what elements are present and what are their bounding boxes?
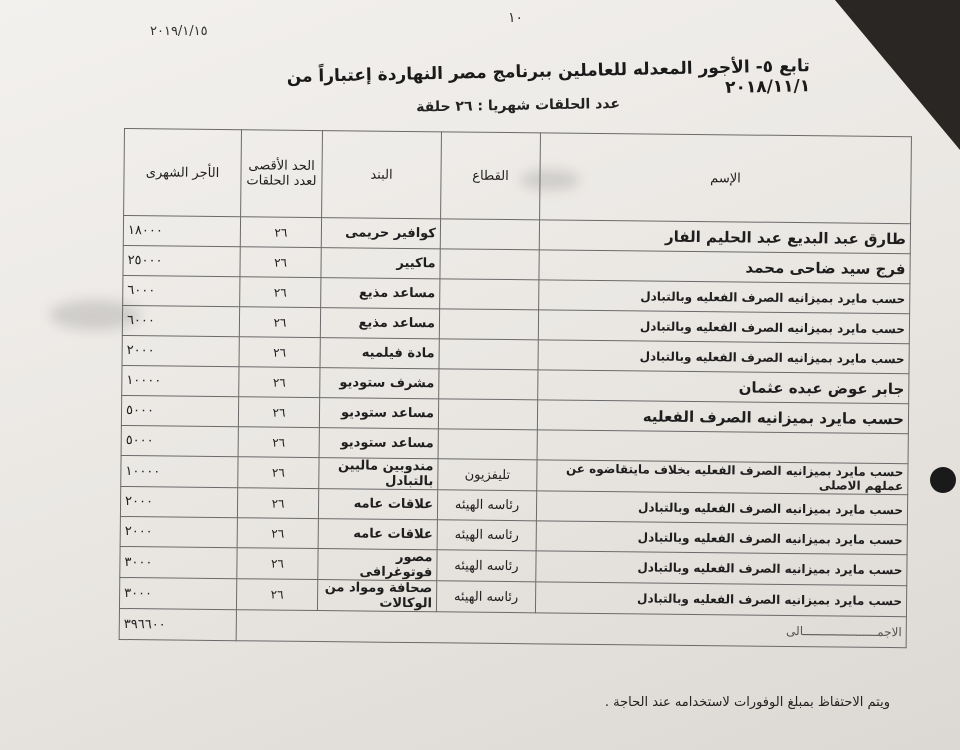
item-cell: مشرف ستوديو [320, 368, 439, 399]
table-header-row [124, 129, 912, 224]
sector-cell: رئاسه الهيئه [437, 550, 536, 582]
sector-cell: تليفزيون [438, 459, 537, 491]
sector-cell [440, 249, 539, 280]
sector-cell [440, 219, 539, 250]
sector-cell [439, 339, 538, 370]
name-cell: حسب مايرد بميزانيه الصرف الفعليه وبالتبادل [536, 521, 907, 555]
sector-cell: رئاسه الهيئه [436, 581, 535, 613]
item-cell: مساعد ستوديو [319, 398, 438, 429]
item-cell: مندوبين ماليين بالتبادل [319, 458, 438, 490]
punch-hole [930, 467, 956, 493]
sector-cell: رئاسه الهيئه [437, 490, 536, 521]
name-cell: جابر عوض عبده عثمان [538, 370, 909, 404]
wage-cell: ٣٠٠٠ [120, 546, 237, 578]
wage-cell: ٢٠٠٠ [120, 486, 237, 517]
name-cell: فرج سيد ضاحى محمد [539, 250, 910, 284]
max-episodes-cell: ٢٦ [237, 518, 318, 549]
item-cell: علاقات عامه [318, 519, 437, 550]
name-cell: حسب مايرد بميزانيه الصرف الفعليه [537, 400, 908, 434]
table-body [119, 216, 910, 617]
max-episodes-cell: ٢٦ [237, 488, 318, 519]
wage-cell: ٥٠٠٠ [121, 395, 238, 426]
page-number: ١٠ [508, 10, 524, 26]
item-cell: مصور فوتوغرافى [318, 549, 437, 581]
item-cell: مساعد ستوديو [319, 428, 438, 459]
max-episodes-cell: ٢٦ [240, 247, 321, 278]
max-episodes-cell: ٢٦ [236, 579, 317, 611]
name-cell: طارق عبد البديع عبد الحليم الفار [539, 220, 910, 254]
max-episodes-cell: ٢٦ [237, 548, 318, 580]
max-episodes-cell: ٢٦ [238, 427, 319, 458]
header-item: البند [322, 131, 442, 219]
wage-cell: ١٠٠٠٠ [121, 455, 238, 487]
name-cell: حسب مايرد بميزانيه الصرف الفعليه وبالتبادل [536, 551, 907, 586]
item-cell: صحافة ومواد من الوكالات [317, 580, 436, 612]
name-cell: حسب مايرد بميزانيه الصرف الفعليه وبالتبادل [539, 280, 910, 314]
sector-cell [438, 399, 537, 430]
max-episodes-cell: ٢٦ [239, 337, 320, 368]
document-subtitle: عدد الحلقات شهريا : ٢٦ حلقة [416, 95, 621, 116]
header-max-episodes: الحد الأقصى لعدد الحلقات [241, 130, 323, 218]
header-sector: القطاع [441, 132, 541, 220]
item-cell: مادة فيلميه [320, 338, 439, 369]
max-episodes-cell: ٢٦ [239, 367, 320, 398]
item-cell: مساعد مذيع [321, 278, 440, 309]
name-cell: حسب مايرد بميزانيه الصرف الفعليه وبالتبادل [536, 491, 907, 525]
total-label: الاجمـــــــــــــــــــــالى [236, 610, 906, 648]
name-cell: حسب مايرد بميزانيه الصرف الفعليه وبالتبادل [535, 582, 906, 617]
wage-cell: ١٠٠٠٠ [122, 365, 239, 396]
sector-cell [438, 429, 537, 460]
wage-cell: ٥٠٠٠ [121, 425, 238, 456]
total-value: ٣٩٦٦٠٠ [119, 608, 236, 640]
name-cell [537, 430, 908, 464]
wage-cell: ٢٥٠٠٠ [123, 245, 240, 276]
item-cell: علاقات عامه [318, 489, 437, 520]
wages-table [119, 128, 912, 648]
wage-cell: ٣٠٠٠ [119, 577, 236, 609]
max-episodes-cell: ٢٦ [240, 277, 321, 308]
document-date: ٢٠١٩/١/١٥ [150, 24, 208, 39]
wage-cell: ١٨٠٠٠ [123, 216, 240, 247]
sector-cell [439, 369, 538, 400]
item-cell: ماكيير [321, 248, 440, 279]
sector-cell: رئاسه الهيئه [437, 520, 536, 551]
wage-cell: ٦٠٠٠ [122, 305, 239, 336]
name-cell: حسب مايرد بميزانيه الصرف الفعليه وبالتبادل [538, 310, 909, 344]
wage-cell: ٢٠٠٠ [122, 335, 239, 366]
header-name: الإسم [540, 133, 912, 224]
max-episodes-cell: ٢٦ [240, 217, 321, 248]
wage-cell: ٢٠٠٠ [120, 516, 237, 547]
item-cell: كوافير حريمى [321, 218, 440, 249]
max-episodes-cell: ٢٦ [238, 457, 319, 489]
name-cell: حسب مايرد بميزانيه الصرف الفعليه وبالتبادل [538, 340, 909, 374]
sector-cell [439, 309, 538, 340]
max-episodes-cell: ٢٦ [239, 307, 320, 338]
footnote: ويتم الاحتفاظ بمبلغ الوفورات لاستخدامه عند الحاجة . [604, 695, 890, 710]
document-title: تابع ٥- الأجور المعدله للعاملين ببرنامج مصر النهاردة إعتباراً من ٢٠١٨/١١/١ [286, 56, 811, 98]
item-cell: مساعد مذيع [320, 308, 439, 339]
max-episodes-cell: ٢٦ [238, 397, 319, 428]
header-monthly-wage: الأجر الشهرى [124, 129, 242, 217]
wage-cell: ٦٠٠٠ [123, 275, 240, 306]
sector-cell [440, 279, 539, 310]
name-cell: حسب مايرد بميزانيه الصرف الفعليه بخلاف مايتقاضوه عن عملهم الاصلى [537, 460, 908, 495]
